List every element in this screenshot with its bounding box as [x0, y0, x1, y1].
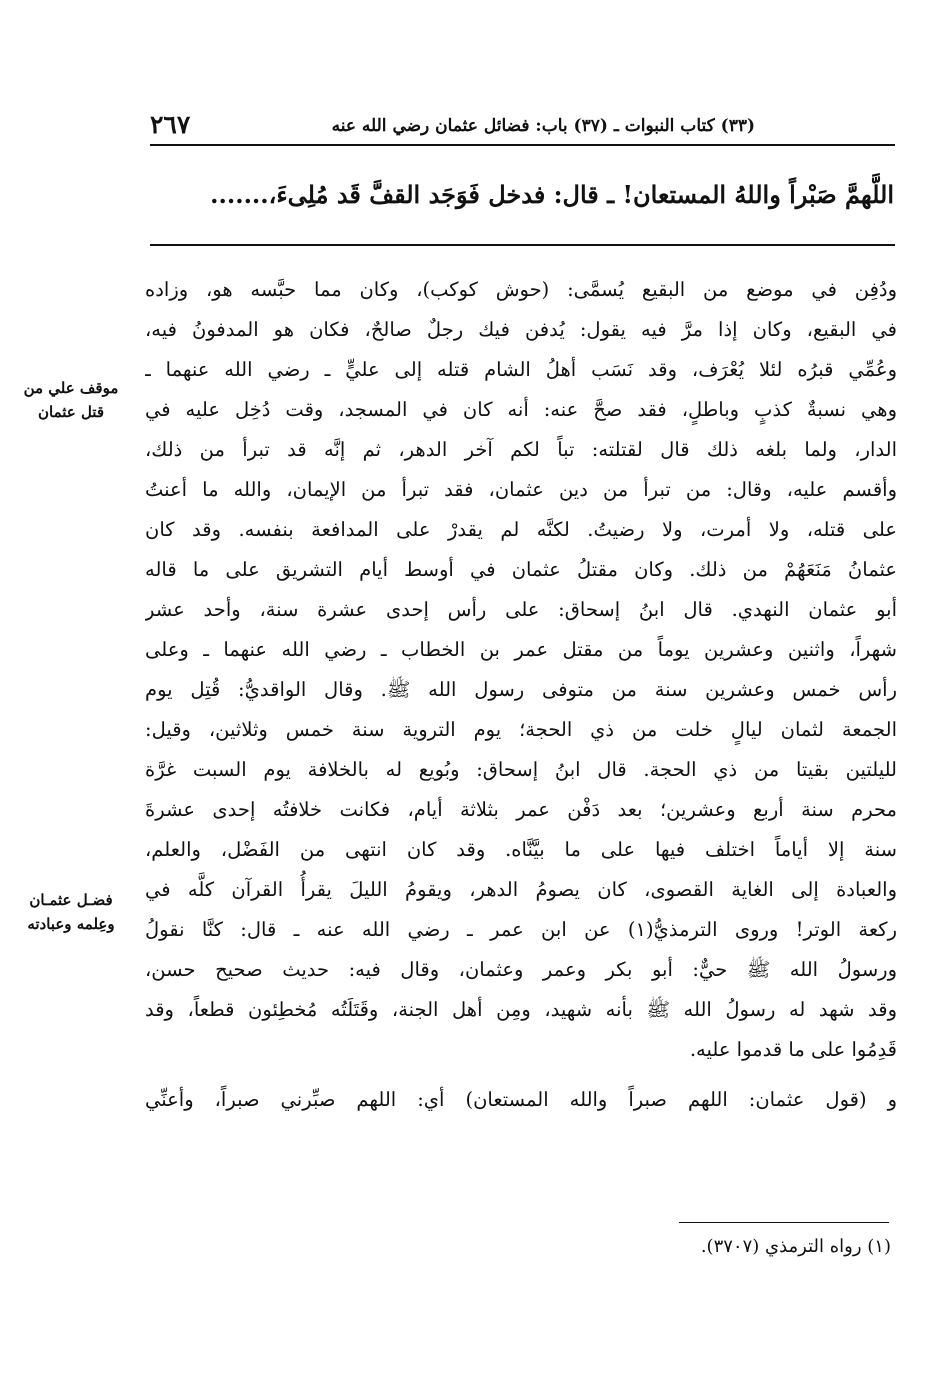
commentary-body	[145, 270, 897, 1120]
text-line: ورسولُ الله ﷺ حيٌّ: أبو بكر وعمر وعثمان، وقال فيه: حديث صحيح حسن،	[145, 958, 897, 981]
margin-note-line: موقف علي من	[23, 379, 119, 397]
text-line: سنة إلا أياماً اختلف فيها على ما بيَّنَّاه. وقد كان انتهى من الفَضْل، والعلم،	[145, 838, 897, 861]
margin-note-ali-position	[6, 376, 136, 424]
hadith-quote: اللَّهمَّ صَبْراً واللهُ المستعان! ـ قال: فدخل فَوَجَد القفَّ قَد مُلِىءَ،.......	[210, 180, 894, 209]
text-line: قَدِمُوا على ما قدموا عليه.	[689, 1038, 897, 1061]
text-line: لليلتين بقيتا من ذي الحجة. قال ابنُ إسحاق: وبُويع له بالخلافة يوم السبت غرَّة	[145, 758, 897, 781]
footnote: (١) رواه الترمذي (٣٧٠٧).	[700, 1236, 891, 1257]
page-header	[150, 108, 895, 146]
text-line: على قتله، ولا أمرت، ولا رضيتُ. لكنَّه لم يقدرْ على المدافعة بنفسه. وقد كان	[145, 518, 897, 541]
text-line: ركعة الوتر! وروى الترمذيُّ(١) عن ابن عمر ـ رضي الله عنه ـ قال: كنَّا نقولُ	[145, 918, 897, 941]
text-line: محرم سنة أربع وعشرين؛ بعد دَفْن عمر بثلاثة أيام، فكانت خلافتُه إحدى عشرةَ	[145, 798, 897, 821]
page-number: ٢٦٧	[150, 110, 191, 139]
text-line: أبو عثمان النهدي. قال ابنُ إسحاق: على رأس إحدى عشرة سنة، وأحد عشر	[145, 598, 897, 621]
text-line: وعُمِّي قبرُه لئلا يُعْرَف، وقد نَسَب أهلُ الشام قتله إلى عليٍّ ـ رضي الله عنهما ـ	[145, 358, 897, 381]
text-line: ودُفِن في موضع من البقيع يُسمَّى: (حوش كوكب)، وكان مما حبَّسه هو، وزاده	[145, 278, 897, 301]
text-line: وهي نسبةٌ كذبٍ وباطلٍ، فقد صحَّ عنه: أنه كان في المسجد، وقت دُخِل عليه في	[145, 398, 897, 421]
text-line: رأس خمس وعشرين سنة من متوفى رسول الله ﷺ. وقال الواقديُّ: قُتِل يوم	[145, 678, 897, 701]
margin-note-line: قتل عثمان	[37, 403, 104, 421]
text-line: في البقيع، وكان إذا مرَّ فيه يقول: يُدفن فيك رجلٌ صالحٌ، فكان هو المدفونُ فيه،	[145, 318, 897, 341]
text-line: وقد شهد له رسولُ الله ﷺ بأنه شهيد، ومِن أهل الجنة، وقَتَلَتُه مُخطِئون قطعاً، وقد	[145, 998, 897, 1021]
text-line: وأقسم عليه، وقال: من تبرأ من دين عثمان، فقد تبرأ من الإيمان، والله ما أعنتُ	[145, 478, 897, 501]
footnote-divider	[679, 1222, 889, 1223]
text-line: والعبادة إلى الغاية القصوى، كان يصومُ الدهر، ويقومُ الليلَ يقرأُ القرآن كلَّه في	[145, 878, 897, 901]
quote-divider	[150, 244, 895, 246]
text-line: شهراً، واثنين وعشرين يوماً من مقتل عمر بن الخطاب ـ رضي الله عنهما ـ وعلى	[145, 638, 897, 661]
margin-note-line: فضـل عثمـان	[29, 891, 113, 909]
text-line: عثمانُ مَنَعَهُمْ من ذلك. وكان مقتلُ عثمان في أوسط أيام التشريق على ما قاله	[145, 558, 897, 581]
running-head: (٣٣) كتاب النبوات ـ (٣٧) باب: فضائل عثمان رضي الله عنه	[331, 116, 755, 136]
margin-note-line: وعِلمه وعبادته	[27, 915, 115, 933]
text-line: الجمعة لثمان ليالٍ خلت من ذي الحجة؛ يوم التروية سنة خمس وثلاثين، وقيل:	[145, 718, 897, 741]
text-line: و (قول عثمان: اللهم صبراً والله المستعان) أي: اللهم صبِّرني صبراً، وأعنِّي	[145, 1088, 897, 1111]
margin-note-uthman-virtue	[6, 888, 136, 936]
text-line: الدار، ولما بلغه ذلك قال لقتلته: تباً لكم آخر الدهر، ثم إنَّه قد تبرأ من ذلك،	[145, 438, 897, 461]
